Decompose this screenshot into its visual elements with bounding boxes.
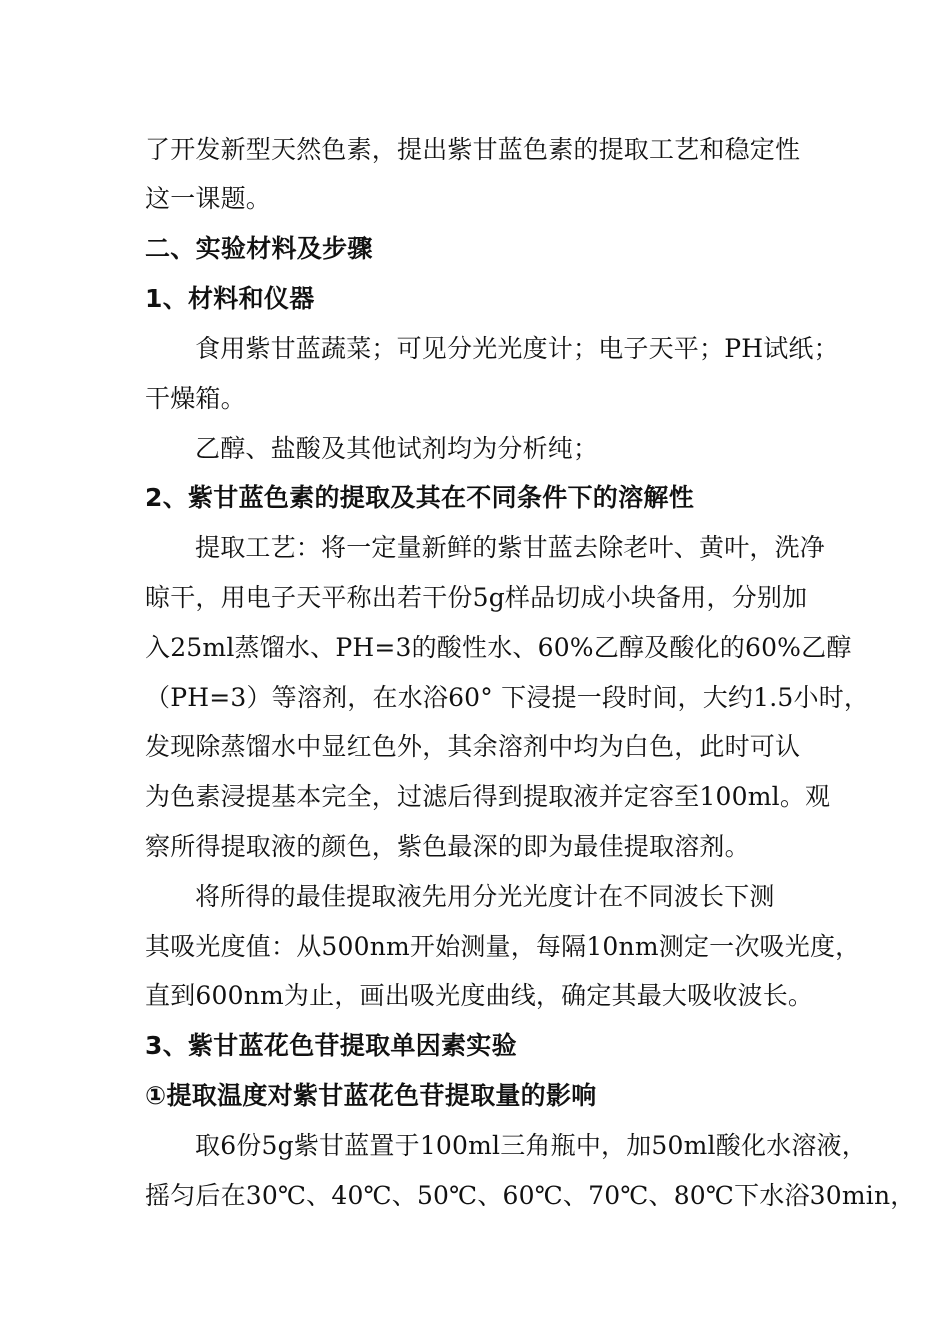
subsection-heading-extraction-solubility: 2、紫甘蓝色素的提取及其在不同条件下的溶解性: [145, 483, 694, 512]
temperature-procedure-line-1: 取6份5g紫甘蓝置于100ml三角瓶中，加50ml酸化水溶液，: [195, 1131, 867, 1160]
extraction-paragraph-line-7: 察所得提取液的颜色，紫色最深的即为最佳提取溶剂。: [145, 832, 750, 861]
reagents-line: 乙醇、盐酸及其他试剂均为分析纯；: [195, 434, 599, 463]
subsection-heading-materials-instruments: 1、材料和仪器: [145, 284, 315, 313]
absorbance-paragraph-line-1: 将所得的最佳提取液先用分光光度计在不同波长下测: [195, 882, 775, 911]
paragraph-line-intro-2: 这一课题。: [145, 184, 272, 213]
materials-line-2: 干燥箱。: [145, 384, 246, 413]
extraction-paragraph-line-2: 晾干，用电子天平称出若干份5g样品切成小块备用，分别加: [145, 583, 808, 612]
experiment-heading-temperature-effect: ①提取温度对紫甘蓝花色苷提取量的影响: [145, 1081, 597, 1110]
section-heading-materials-steps: 二、实验材料及步骤: [145, 234, 373, 263]
extraction-paragraph-line-3: 入25ml蒸馏水、PH=3的酸性水、60%乙醇及酸化的60%乙醇: [145, 633, 852, 662]
absorbance-paragraph-line-3: 直到600nm为止，画出吸光度曲线，确定其最大吸收波长。: [145, 981, 814, 1010]
extraction-paragraph-line-5: 发现除蒸馏水中显红色外，其余溶剂中均为白色，此时可认: [145, 732, 801, 761]
extraction-paragraph-line-6: 为色素浸提基本完全，过滤后得到提取液并定容至100ml。观: [145, 782, 831, 811]
materials-line-1: 食用紫甘蓝蔬菜；可见分光光度计；电子天平；PH试纸；: [195, 334, 839, 363]
extraction-paragraph-line-1: 提取工艺：将一定量新鲜的紫甘蓝去除老叶、黄叶，洗净: [195, 533, 826, 562]
extraction-paragraph-line-4: （PH=3）等溶剂，在水浴60° 下浸提一段时间，大约1.5小时，: [145, 683, 870, 712]
subsection-heading-single-factor: 3、紫甘蓝花色苷提取单因素实验: [145, 1031, 517, 1060]
absorbance-paragraph-line-2: 其吸光度值：从500nm开始测量，每隔10nm测定一次吸光度，: [145, 932, 861, 961]
temperature-procedure-line-2: 摇匀后在30℃、40℃、50℃、60℃、70℃、80℃下水浴30min，: [145, 1181, 916, 1210]
paragraph-line-intro-1: 了开发新型天然色素，提出紫甘蓝色素的提取工艺和稳定性: [145, 135, 801, 164]
